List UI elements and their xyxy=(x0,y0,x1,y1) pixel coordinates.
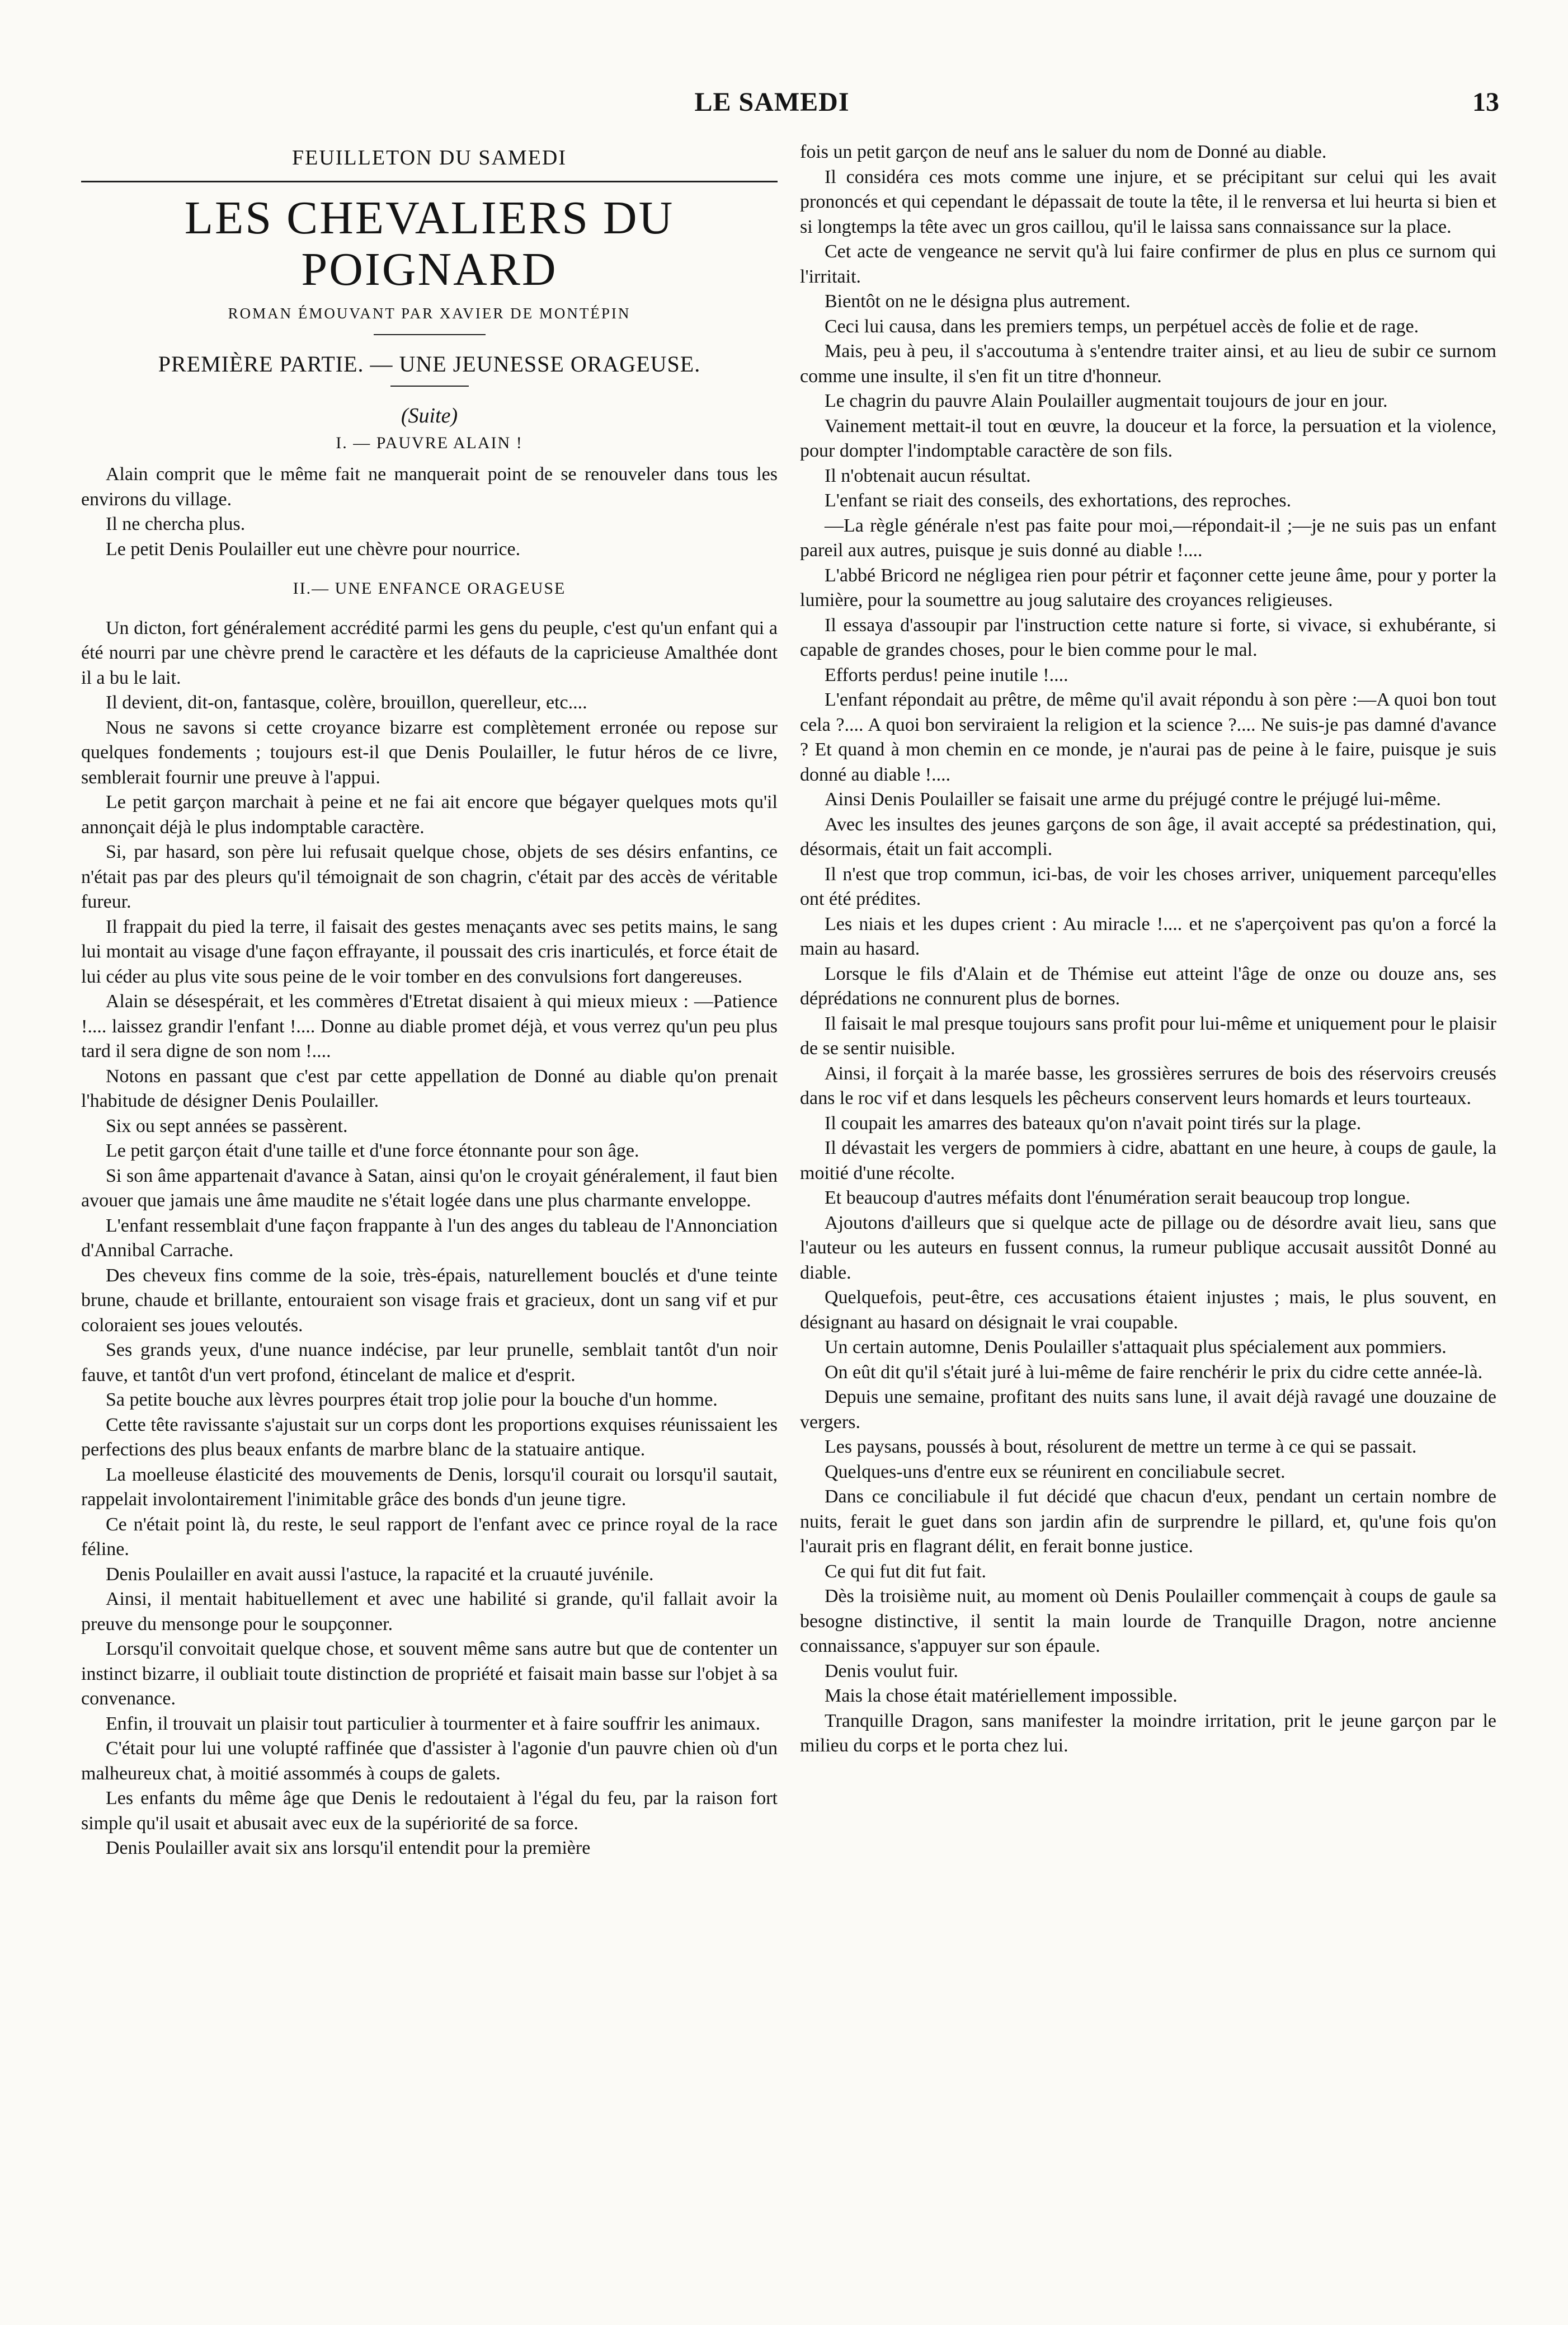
paragraph: Le petit garçon marchait à peine et ne fai ait encore que bégayer quelques mots qu'il annonçait déjà le plus indomptable caractère. xyxy=(81,792,778,838)
paragraph: Depuis une semaine, profitant des nuits sans lune, il avait déjà ravagé une douzaine de vergers. xyxy=(800,1387,1496,1432)
paragraph: Denis voulut fuir. xyxy=(825,1660,958,1681)
paragraph: Alain se désespérait, et les commères d'Etretat disaient à qui mieux mieux : —Patience !.... laissez grandir l'enfant !.... Donne au diable promet déjà, et vous verrez qu'un peu plus tard il sera digne de son nom !.... xyxy=(81,991,778,1062)
paragraph: Les enfants du même âge que Denis le redoutaient à l'égal du feu, par la raison fort simple qu'il usait et abusait avec eux de la supériorité de sa force. xyxy=(81,1788,778,1834)
paragraph: Ajoutons d'ailleurs que si quelque acte de pillage ou de désordre avait lieu, sans que l'auteur ou les auteurs en fussent connus, la rumeur publique accusait aussitôt Donné au diable. xyxy=(800,1212,1496,1283)
chapter-1-title: I. — PAUVRE ALAIN ! xyxy=(336,433,523,452)
paragraph: Un certain automne, Denis Poulailler s'attaquait plus spécialement aux pommiers. xyxy=(825,1337,1447,1358)
right-column xyxy=(800,140,1496,2277)
paragraph: Quelques-uns d'entre eux se réunirent en conciliabule secret. xyxy=(825,1461,1286,1482)
paragraph: Dans ce conciliabule il fut décidé que chacun d'eux, pendant un certain nombre de nuits, ferait le guet dans son jardin afin de surprendre le pillard, et, qu'une fois qu'on l'aurait pris en flagrant délit, en ferait bonne justice. xyxy=(800,1486,1496,1557)
page-number: 13 xyxy=(1472,87,1499,117)
paragraph: Il dévastait les vergers de pommiers à cidre, abattant en une heure, à coups de gaule, la moitié d'une récolte. xyxy=(800,1138,1496,1183)
chapter-2-title: II.— UNE ENFANCE ORAGEUSE xyxy=(293,579,566,598)
paragraph: Si, par hasard, son père lui refusait quelque chose, objets de ses désirs enfantins, ce n'était pas par des pleurs qu'il témoignait de son chagrin, c'était par des accès de véritable fureur. xyxy=(81,842,778,913)
paragraph: Avec les insultes des jeunes garçons de son âge, il avait accepté sa prédestination, qui, désormais, était un fait accompli. xyxy=(800,814,1496,859)
paragraph: Le chagrin du pauvre Alain Poulailler augmentait toujours de jour en jour. xyxy=(825,391,1388,411)
chapter-1-text xyxy=(81,462,778,562)
newspaper-title: LE SAMEDI xyxy=(694,87,850,117)
paragraph: Cet acte de vengeance ne servit qu'à lui faire confirmer de plus en plus ce surnom qui l'irritait. xyxy=(800,241,1496,287)
paragraph: La moelleuse élasticité des mouvements de Denis, lorsqu'il courait ou lorsqu'il sautait, rappelait involontairement l'inimitable grâce des bonds d'un jeune tigre. xyxy=(81,1464,778,1510)
paragraph: Quelquefois, peut-être, ces accusations étaient injustes ; mais, le plus souvent, en désignant au hasard on désignait le vrai coupable. xyxy=(800,1287,1496,1333)
paragraph: Ce n'était point là, du reste, le seul rapport de l'enfant avec ce prince royal de la race féline. xyxy=(81,1514,778,1560)
paragraph: Il essaya d'assoupir par l'instruction cette nature si forte, si vivace, si exhubérante, si capable de grandes choses, pour le bien comme pour le mal. xyxy=(800,614,1496,660)
paragraph: Le petit Denis Poulailler eut une chèvre pour nourrice. xyxy=(106,538,521,560)
paragraph: Ceci lui causa, dans les premiers temps, un perpétuel accès de folie et de rage. xyxy=(825,316,1419,337)
paragraph: Dès la troisième nuit, au moment où Denis Poulailler commençait à coups de gaule sa besogne distinctive, il sentit la main lourde de Tranquille Dragon, notre ancienne connaissance, s'appuyer sur son épaule. xyxy=(800,1586,1496,1656)
paragraph: —La règle générale n'est pas faite pour moi,—répondait-il ;—je ne suis pas un enfant pareil aux autres, puisque je suis donné au diable !.... xyxy=(800,515,1496,561)
paragraph: Le petit garçon était d'une taille et d'une force étonnante pour son âge. xyxy=(106,1140,639,1162)
paragraph: Il ne chercha plus. xyxy=(106,514,246,535)
paragraph: Mais, peu à peu, il s'accoutuma à s'entendre traiter ainsi, et au lieu de subir ce surnom comme une insulte, il s'en fit un titre d'honneur. xyxy=(800,341,1496,387)
title-rule-top xyxy=(81,181,778,182)
novel-subtitle: ROMAN ÉMOUVANT PAR XAVIER DE MONTÉPIN xyxy=(228,305,631,322)
feuilleton-label: FEUILLETON DU SAMEDI xyxy=(291,146,567,170)
paragraph: Mais la chose était matériellement impossible. xyxy=(825,1685,1178,1706)
paragraph: Efforts perdus! peine inutile !.... xyxy=(825,664,1068,685)
left-body-text xyxy=(81,616,778,1861)
paragraph: Les niais et les dupes crient : Au miracle !.... et ne s'aperçoivent pas qu'on a forcé la main au hasard. xyxy=(800,913,1496,959)
paragraph: L'enfant se riait des conseils, des exhortations, des reproches. xyxy=(825,490,1292,511)
paragraph: Les paysans, poussés à bout, résolurent de mettre un terme à ce qui se passait. xyxy=(825,1436,1417,1457)
paragraph: Denis Poulailler avait six ans lorsqu'il entendit pour la première xyxy=(106,1838,591,1859)
paragraph: Ainsi Denis Poulailler se faisait une arme du préjugé contre le préjugé lui-même. xyxy=(825,789,1441,810)
paragraph: On eût dit qu'il s'était juré à lui-même de faire renchérir le prix du cidre cette année-là. xyxy=(825,1361,1483,1383)
paragraph: Vainement mettait-il tout en œuvre, la douceur et la force, la persuation et la violence, pour dompter l'indomptable caractère de son fils. xyxy=(800,415,1496,461)
paragraph: Il frappait du pied la terre, il faisait des gestes menaçants avec ses petits mains, le sang lui montait au visage d'une façon effrayante, il poussait des cris inarticulés, et force était de lui céder au plus vite sous peine de le voir tomber en des convulsions fort dangereuses. xyxy=(81,916,778,987)
suite-label: (Suite) xyxy=(401,404,458,428)
paragraph: Enfin, il trouvait un plaisir tout particulier à tourmenter et à faire souffrir les animaux. xyxy=(106,1713,761,1734)
paragraph: Il devient, dit-on, fantasque, colère, brouillon, querelleur, etc.... xyxy=(106,692,587,713)
paragraph: fois un petit garçon de neuf ans le saluer du nom de Donné au diable. xyxy=(800,142,1327,162)
paragraph: Tranquille Dragon, sans manifester la moindre irritation, prit le jeune garçon par le milieu du corps et le porta chez lui. xyxy=(800,1710,1496,1756)
paragraph: Ce qui fut dit fut fait. xyxy=(825,1561,986,1582)
paragraph: Denis Poulailler en avait aussi l'astuce, la rapacité et la cruauté juvénile. xyxy=(106,1563,654,1585)
paragraph: Cette tête ravissante s'ajustait sur un corps dont les proportions exquises réunissaient les perfections des plus beaux enfants de marbre blanc de la statuaire antique. xyxy=(81,1414,778,1460)
paragraph: L'enfant ressemblait d'une façon frappante à l'un des anges du tableau de l'Annonciation d'Annibal Carrache. xyxy=(81,1215,778,1261)
paragraph: Sa petite bouche aux lèvres pourpres était trop jolie pour la bouche d'un homme. xyxy=(106,1389,718,1411)
paragraph: Ses grands yeux, d'une nuance indécise, par leur prunelle, semblait tantôt d'un noir fauve, et tantôt d'un vert profond, étincelant de malice et d'esprit. xyxy=(81,1340,778,1385)
paragraph: Il n'est que trop commun, ici-bas, de voir les choses arriver, uniquement parcequ'elles ont été prédites. xyxy=(800,863,1496,909)
paragraph: Ainsi, il forçait à la marée basse, les grossières serrures de bois des réservoirs creusés dans le roc vif et dans lesquels les pêcheurs conservent leurs homards et leurs tourteaux. xyxy=(800,1063,1496,1109)
paragraph: Nous ne savons si cette croyance bizarre est complètement erronée ou repose sur quelques fondements ; toujours est-il que Denis Poulailler, le futur héros de ce livre, semblerait fournir une preuve à l'appui. xyxy=(81,717,778,788)
paragraph: Il coupait les amarres des bateaux qu'on n'avait point tirés sur la plage. xyxy=(825,1112,1362,1134)
part-title: PREMIÈRE PARTIE. — UNE JEUNESSE ORAGEUSE. xyxy=(158,351,701,377)
paragraph: Notons en passant que c'est par cette appellation de Donné au diable qu'on prenait l'habitude de désigner Denis Poulailler. xyxy=(81,1065,778,1112)
paragraph: Il considéra ces mots comme une injure, et se précipitant sur celui qui les avait prononcés et qui cependant le dépassait de toute la tête, il le renversa et lui heurta si bien et si longtemps la tête avec un gros caillou, qu'il le laissa sans connaissance sur la place. xyxy=(800,166,1496,237)
paragraph: Et beaucoup d'autres méfaits dont l'énumération serait beaucoup trop longue. xyxy=(825,1187,1411,1208)
paragraph: Lorsque le fils d'Alain et de Thémise eut atteint l'âge de onze ou douze ans, ses déprédations ne connurent plus de bornes. xyxy=(800,963,1496,1009)
novel-title: LES CHEVALIERS DU POIGNARD xyxy=(184,191,675,295)
paragraph: C'était pour lui une volupté raffinée que d'assister à l'agonie d'un pauvre chien où d'un malheureux chat, à moitié assommés à coups de galets. xyxy=(81,1738,778,1784)
paragraph: Bientôt on ne le désigna plus autrement. xyxy=(825,291,1131,312)
right-body-text xyxy=(800,140,1496,1759)
paragraph: Des cheveux fins comme de la soie, très-épais, naturellement bouclés et d'une teinte brune, chaude et brillante, entouraient son visage frais et gracieux, dont un sang vif et pur coloraient ses joues veloutés. xyxy=(81,1265,778,1336)
paragraph: L'enfant répondait au prêtre, de même qu'il avait répondu à son père :—A quoi bon tout cela ?.... A quoi bon serviraient la religion et la science ?.... Ne suis-je pas damné d'avance ? Et quand à mon chemin en ce monde, je n'aurai pas de peine à le faire, puisque je suis donné au diable !.... xyxy=(800,689,1496,785)
running-head xyxy=(0,87,1568,126)
left-column xyxy=(81,140,778,2277)
paragraph: L'abbé Bricord ne négligea rien pour pétrir et façonner cette jeune âme, pour y porter la lumière, pour la soumettre au joug salutaire des croyances religieuses. xyxy=(800,565,1496,610)
paragraph: Il n'obtenait aucun résultat. xyxy=(825,465,1031,486)
subtitle-rule xyxy=(374,334,486,335)
part-rule xyxy=(390,386,469,387)
paragraph: Alain comprit que le même fait ne manquerait point de se renouveler dans tous les environs du village. xyxy=(81,464,778,510)
paragraph: Ainsi, il mentait habituellement et avec une habilité si grande, qu'il fallait avoir la preuve du mensonge pour le soupçonner. xyxy=(81,1589,778,1634)
paragraph: Lorsqu'il convoitait quelque chose, et souvent même sans autre but que de contenter un instinct bizarre, il oubliait toute distinction de propriété et faisait main basse sur l'objet à sa convenance. xyxy=(81,1638,778,1709)
paragraph: Un dicton, fort généralement accrédité parmi les gens du peuple, c'est qu'un enfant qui a été nourri par une chèvre prend le caractère et les défauts de la capricieuse Amalthée dont il a bu le lait. xyxy=(81,617,778,688)
paragraph: Si son âme appartenait d'avance à Satan, ainsi qu'on le croyait généralement, il faut bien avouer que jamais une âme maudite ne s'était logée dans une plus charmante enveloppe. xyxy=(81,1165,778,1211)
paragraph: Il faisait le mal presque toujours sans profit pour lui-même et uniquement pour le plaisir de se sentir nuisible. xyxy=(800,1013,1496,1059)
paragraph: Six ou sept années se passèrent. xyxy=(106,1115,348,1136)
